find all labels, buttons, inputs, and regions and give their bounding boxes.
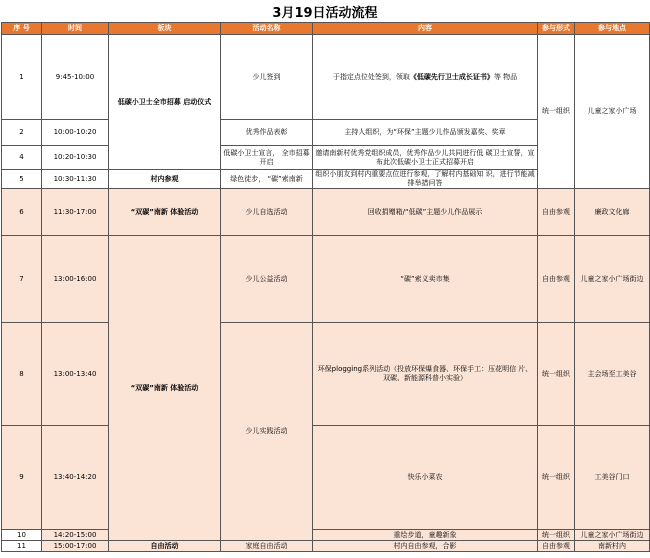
schedule-table xyxy=(1,22,650,552)
content-cell: 重绘步道，童趣新象 xyxy=(313,530,538,541)
table-row xyxy=(2,323,650,426)
row-time: 13:00-16:00 xyxy=(42,236,109,323)
section-cell: 自由活动 xyxy=(109,541,221,552)
activity-cell: 少儿签到 xyxy=(221,35,313,120)
row-index: 7 xyxy=(2,236,42,323)
format-cell: 自由参观 xyxy=(538,541,575,552)
header-location: 参与地点 xyxy=(575,23,650,35)
row-index: 9 xyxy=(2,426,42,530)
activity-cell: 优秀作品表彰 xyxy=(221,120,313,146)
header-format: 参与形式 xyxy=(538,23,575,35)
table-row xyxy=(2,35,650,120)
row-index: 5 xyxy=(2,170,42,189)
content-cell: 主持人组织，为“环保”主题少儿作品颁发嘉奖、奖章 xyxy=(313,120,538,146)
row-time: 13:00-13:40 xyxy=(42,323,109,426)
activity-cell: 绿色徒步， “碳”索南新 xyxy=(221,170,313,189)
section-cell: “双碳”南新 体验活动 xyxy=(109,189,221,236)
content-cell: 村内自由参观，合影 xyxy=(313,541,538,552)
format-cell: 统一组织 xyxy=(538,530,575,541)
table-row xyxy=(2,541,650,552)
location-cell: 廉政文化廊 xyxy=(575,189,650,236)
content-cell xyxy=(313,35,538,120)
section-cell: 村内参观 xyxy=(109,170,221,189)
content-text: 于指定点位处签到，领取 xyxy=(332,72,410,81)
format-cell: 自由参观 xyxy=(538,236,575,323)
content-cell: “碳”索义卖市集 xyxy=(313,236,538,323)
format-cell: 自由参观 xyxy=(538,189,575,236)
location-cell: 儿童之家小广场街边 xyxy=(575,236,650,323)
format-cell: 统一组织 xyxy=(538,426,575,530)
format-cell: 统一组织 xyxy=(538,35,575,189)
location-cell: 儿童之家小广场街边 xyxy=(575,530,650,541)
header-section: 板块 xyxy=(109,23,221,35)
row-time: 15:00-17:00 xyxy=(42,541,109,552)
row-index: 4 xyxy=(2,146,42,170)
header-index: 序 号 xyxy=(2,23,42,35)
content-emphasis: 《低碳先行卫士成长证书》 xyxy=(409,72,494,81)
row-index: 8 xyxy=(2,323,42,426)
row-time: 11:30-17:00 xyxy=(42,189,109,236)
activity-cell: 低碳小卫士宣言， 全市招募开启 xyxy=(221,146,313,170)
table-row xyxy=(2,426,650,530)
page-title: 3月19日活动流程 xyxy=(272,5,378,21)
header-activity: 活动名称 xyxy=(221,23,313,35)
row-time: 13:40-14:20 xyxy=(42,426,109,530)
location-cell: 儿童之家小广场 xyxy=(575,35,650,189)
row-time: 10:30-11:30 xyxy=(42,170,109,189)
activity-cell: 少儿公益活动 xyxy=(221,236,313,323)
row-index: 2 xyxy=(2,120,42,146)
format-cell: 统一组织 xyxy=(538,323,575,426)
section-cell: “双碳”南新 体验活动 xyxy=(109,236,221,541)
table-row xyxy=(2,189,650,236)
row-time: 10:20-10:30 xyxy=(42,146,109,170)
section-cell: 低碳小卫士全市招募 启动仪式 xyxy=(109,35,221,170)
table-row xyxy=(2,236,650,323)
content-cell: 组织小朋友到村内重要点位进行参观，了解村内基础知 识，进行节能减排举措问答 xyxy=(313,170,538,189)
row-index: 11 xyxy=(2,541,42,552)
row-time: 10:00-10:20 xyxy=(42,120,109,146)
activity-cell: 家庭自由活动 xyxy=(221,541,313,552)
content-text: 等 物品 xyxy=(493,72,518,81)
header-row xyxy=(2,23,650,35)
row-index: 10 xyxy=(2,530,42,541)
table-row xyxy=(2,530,650,541)
row-index: 6 xyxy=(2,189,42,236)
header-content: 内容 xyxy=(313,23,538,35)
location-cell: 主会场至工美谷 xyxy=(575,323,650,426)
row-time: 14:20-15:00 xyxy=(42,530,109,541)
activity-cell: 少儿实践活动 xyxy=(221,323,313,541)
row-index: 1 xyxy=(2,35,42,120)
content-cell: 环保plogging系列活动（投放环保爆食器、环保手工：压花明信 片、双碳、新能源科普小实验） xyxy=(313,323,538,426)
row-time: 9:45-10:00 xyxy=(42,35,109,120)
content-cell: 邀请南新村优秀党组织成员，优秀作品少儿共同进行低 碳卫士宣誓，宣布此次低碳小卫士正式招募开启 xyxy=(313,146,538,170)
header-time: 时间 xyxy=(42,23,109,35)
content-cell: 回收捐赠箱/“低碳”主题少儿作品展示 xyxy=(313,189,538,236)
location-cell: 工美谷门口 xyxy=(575,426,650,530)
content-cell: 快乐小菜农 xyxy=(313,426,538,530)
activity-cell: 少儿自选活动 xyxy=(221,189,313,236)
location-cell: 南新村内 xyxy=(575,541,650,552)
